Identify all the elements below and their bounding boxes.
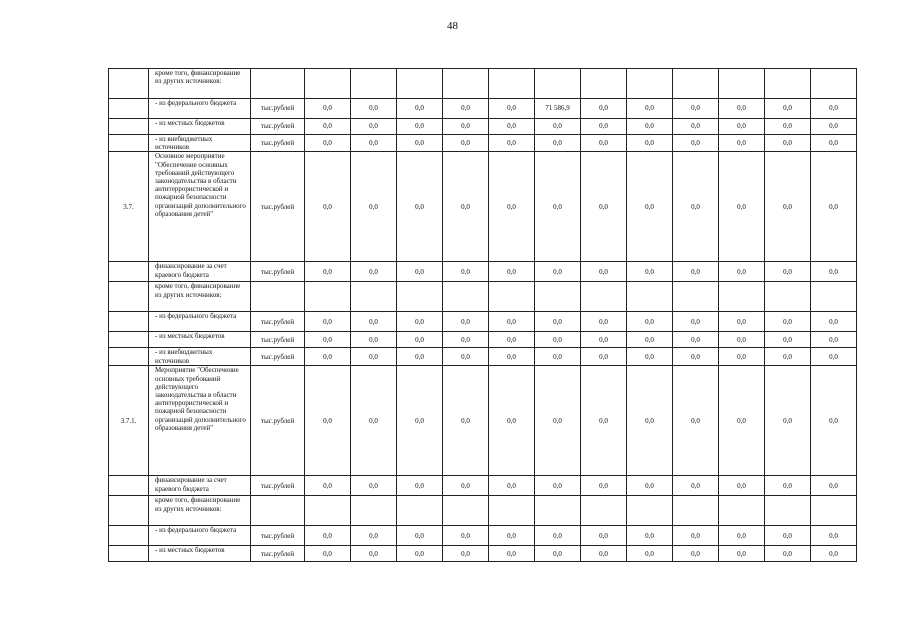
value-cell: 0,0: [397, 526, 443, 546]
row-number: [109, 99, 149, 119]
row-unit: тыс.рублей: [251, 119, 305, 135]
value-cell: 0,0: [535, 262, 581, 282]
value-cell: 0,0: [351, 312, 397, 332]
value-cell: 0,0: [489, 262, 535, 282]
value-cell: [719, 496, 765, 526]
value-cell: [581, 496, 627, 526]
value-cell: 0,0: [673, 546, 719, 562]
value-cell: 0,0: [581, 99, 627, 119]
row-number: [109, 135, 149, 152]
value-cell: 0,0: [351, 366, 397, 476]
value-cell: 0,0: [351, 262, 397, 282]
row-description: кроме того, финансирование из других источников:: [149, 496, 251, 526]
value-cell: [443, 496, 489, 526]
row-number: [109, 262, 149, 282]
value-cell: 0,0: [397, 312, 443, 332]
row-number: [109, 312, 149, 332]
table-row: [109, 135, 857, 152]
value-cell: 0,0: [535, 366, 581, 476]
value-cell: [811, 69, 857, 99]
value-cell: 0,0: [627, 312, 673, 332]
value-cell: 0,0: [627, 526, 673, 546]
row-unit: [251, 282, 305, 312]
value-cell: 0,0: [673, 119, 719, 135]
value-cell: 0,0: [719, 476, 765, 496]
row-number: [109, 69, 149, 99]
value-cell: 0,0: [719, 312, 765, 332]
value-cell: [489, 496, 535, 526]
table-row: [109, 496, 857, 526]
value-cell: 0,0: [351, 546, 397, 562]
value-cell: 0,0: [765, 119, 811, 135]
value-cell: 0,0: [535, 476, 581, 496]
row-description: - из федерального бюджета: [149, 312, 251, 332]
value-cell: 0,0: [581, 348, 627, 366]
value-cell: 0,0: [765, 526, 811, 546]
value-cell: 0,0: [581, 152, 627, 262]
row-unit: тыс.рублей: [251, 348, 305, 366]
value-cell: 0,0: [397, 476, 443, 496]
value-cell: 0,0: [397, 366, 443, 476]
row-description: финансирование за счет краевого бюджета: [149, 262, 251, 282]
value-cell: [535, 496, 581, 526]
value-cell: 0,0: [627, 476, 673, 496]
row-unit: тыс.рублей: [251, 332, 305, 348]
value-cell: 0,0: [765, 135, 811, 152]
value-cell: 0,0: [489, 152, 535, 262]
row-description: Основное мероприятие "Обеспечение основных требований действующего законодательства в области антитеррористической и пожарной безопасности организаций дополнительного образования детей": [149, 152, 251, 262]
value-cell: 0,0: [443, 135, 489, 152]
value-cell: 0,0: [719, 99, 765, 119]
value-cell: 0,0: [581, 366, 627, 476]
value-cell: 0,0: [489, 312, 535, 332]
value-cell: 71 586,9: [535, 99, 581, 119]
row-description: - из федерального бюджета: [149, 526, 251, 546]
value-cell: 0,0: [627, 546, 673, 562]
row-number: 3.7.1.: [109, 366, 149, 476]
value-cell: 0,0: [811, 262, 857, 282]
value-cell: 0,0: [811, 366, 857, 476]
value-cell: 0,0: [811, 152, 857, 262]
row-description: - из внебюджетных источников: [149, 348, 251, 366]
value-cell: 0,0: [719, 526, 765, 546]
table-row: [109, 152, 857, 262]
value-cell: 0,0: [489, 135, 535, 152]
value-cell: 0,0: [305, 526, 351, 546]
row-unit: [251, 496, 305, 526]
table-row: [109, 119, 857, 135]
value-cell: 0,0: [811, 119, 857, 135]
value-cell: 0,0: [535, 348, 581, 366]
row-unit: тыс.рублей: [251, 135, 305, 152]
row-number: [109, 282, 149, 312]
row-number: [109, 496, 149, 526]
value-cell: 0,0: [765, 152, 811, 262]
value-cell: 0,0: [719, 348, 765, 366]
value-cell: 0,0: [351, 526, 397, 546]
value-cell: 0,0: [811, 348, 857, 366]
value-cell: 0,0: [443, 348, 489, 366]
value-cell: 0,0: [535, 332, 581, 348]
value-cell: [811, 282, 857, 312]
row-description: кроме того, финансирование из других источников:: [149, 69, 251, 99]
value-cell: 0,0: [351, 119, 397, 135]
value-cell: 0,0: [397, 135, 443, 152]
value-cell: [351, 69, 397, 99]
value-cell: [397, 496, 443, 526]
value-cell: [765, 496, 811, 526]
row-unit: тыс.рублей: [251, 546, 305, 562]
value-cell: 0,0: [811, 476, 857, 496]
value-cell: 0,0: [581, 476, 627, 496]
value-cell: 0,0: [535, 119, 581, 135]
value-cell: 0,0: [305, 135, 351, 152]
value-cell: 0,0: [811, 332, 857, 348]
row-number: [109, 546, 149, 562]
value-cell: 0,0: [443, 546, 489, 562]
value-cell: [765, 69, 811, 99]
value-cell: 0,0: [719, 135, 765, 152]
value-cell: 0,0: [351, 135, 397, 152]
value-cell: 0,0: [535, 526, 581, 546]
value-cell: 0,0: [305, 119, 351, 135]
value-cell: 0,0: [673, 152, 719, 262]
value-cell: [489, 69, 535, 99]
value-cell: 0,0: [305, 366, 351, 476]
value-cell: 0,0: [719, 152, 765, 262]
row-description: Мероприятие "Обеспечение основных требований действующего законодательства в области антитеррористической и пожарной безопасности организаций дополнительного образования детей": [149, 366, 251, 476]
value-cell: 0,0: [489, 526, 535, 546]
value-cell: [627, 282, 673, 312]
value-cell: [673, 496, 719, 526]
value-cell: 0,0: [489, 99, 535, 119]
table-row: [109, 282, 857, 312]
value-cell: 0,0: [443, 119, 489, 135]
value-cell: [581, 282, 627, 312]
value-cell: 0,0: [673, 348, 719, 366]
value-cell: [627, 69, 673, 99]
value-cell: 0,0: [305, 262, 351, 282]
row-unit: тыс.рублей: [251, 312, 305, 332]
value-cell: 0,0: [305, 99, 351, 119]
table-row: [109, 348, 857, 366]
value-cell: [535, 69, 581, 99]
value-cell: 0,0: [811, 526, 857, 546]
value-cell: [811, 496, 857, 526]
value-cell: 0,0: [305, 152, 351, 262]
value-cell: [397, 282, 443, 312]
budget-table: [108, 68, 857, 562]
value-cell: 0,0: [397, 348, 443, 366]
value-cell: 0,0: [443, 99, 489, 119]
row-unit: тыс.рублей: [251, 476, 305, 496]
value-cell: 0,0: [719, 366, 765, 476]
value-cell: 0,0: [765, 546, 811, 562]
value-cell: 0,0: [719, 332, 765, 348]
value-cell: 0,0: [765, 99, 811, 119]
value-cell: [719, 282, 765, 312]
value-cell: 0,0: [581, 546, 627, 562]
value-cell: 0,0: [673, 366, 719, 476]
value-cell: [581, 69, 627, 99]
row-unit: тыс.рублей: [251, 526, 305, 546]
value-cell: 0,0: [627, 348, 673, 366]
row-description: - из внебюджетных источников: [149, 135, 251, 152]
row-description: кроме того, финансирование из других источников:: [149, 282, 251, 312]
row-description: - из местных бюджетов: [149, 119, 251, 135]
value-cell: 0,0: [673, 312, 719, 332]
table-row: [109, 99, 857, 119]
value-cell: 0,0: [489, 476, 535, 496]
value-cell: 0,0: [719, 262, 765, 282]
value-cell: 0,0: [397, 119, 443, 135]
value-cell: [673, 282, 719, 312]
value-cell: 0,0: [443, 366, 489, 476]
value-cell: [719, 69, 765, 99]
value-cell: 0,0: [397, 332, 443, 348]
value-cell: 0,0: [489, 332, 535, 348]
value-cell: 0,0: [397, 546, 443, 562]
value-cell: 0,0: [719, 546, 765, 562]
value-cell: 0,0: [397, 152, 443, 262]
value-cell: [305, 282, 351, 312]
value-cell: 0,0: [673, 262, 719, 282]
value-cell: 0,0: [535, 546, 581, 562]
value-cell: 0,0: [765, 262, 811, 282]
value-cell: 0,0: [305, 348, 351, 366]
value-cell: 0,0: [673, 135, 719, 152]
value-cell: 0,0: [443, 152, 489, 262]
value-cell: 0,0: [627, 262, 673, 282]
value-cell: [305, 496, 351, 526]
value-cell: 0,0: [305, 476, 351, 496]
value-cell: 0,0: [443, 526, 489, 546]
table-row: [109, 546, 857, 562]
value-cell: 0,0: [351, 348, 397, 366]
value-cell: 0,0: [397, 262, 443, 282]
row-description: - из местных бюджетов: [149, 546, 251, 562]
table-row: [109, 476, 857, 496]
row-unit: тыс.рублей: [251, 99, 305, 119]
value-cell: 0,0: [811, 99, 857, 119]
value-cell: 0,0: [765, 348, 811, 366]
page-number: 48: [447, 20, 458, 32]
value-cell: 0,0: [627, 332, 673, 348]
value-cell: [443, 69, 489, 99]
value-cell: [627, 496, 673, 526]
table-row: [109, 332, 857, 348]
value-cell: 0,0: [443, 312, 489, 332]
table-row: [109, 69, 857, 99]
value-cell: 0,0: [351, 332, 397, 348]
row-number: [109, 526, 149, 546]
row-description: финансирование за счет краевого бюджета: [149, 476, 251, 496]
value-cell: 0,0: [627, 119, 673, 135]
row-number: [109, 348, 149, 366]
row-number: [109, 332, 149, 348]
value-cell: 0,0: [351, 99, 397, 119]
value-cell: 0,0: [765, 312, 811, 332]
value-cell: 0,0: [581, 119, 627, 135]
value-cell: 0,0: [443, 332, 489, 348]
value-cell: 0,0: [489, 119, 535, 135]
table-row: [109, 366, 857, 476]
value-cell: 0,0: [581, 262, 627, 282]
value-cell: 0,0: [535, 135, 581, 152]
value-cell: [489, 282, 535, 312]
value-cell: 0,0: [811, 312, 857, 332]
value-cell: 0,0: [627, 135, 673, 152]
value-cell: 0,0: [443, 262, 489, 282]
value-cell: [351, 496, 397, 526]
row-number: 3.7.: [109, 152, 149, 262]
value-cell: 0,0: [581, 332, 627, 348]
value-cell: 0,0: [535, 312, 581, 332]
value-cell: 0,0: [627, 366, 673, 476]
value-cell: 0,0: [765, 366, 811, 476]
value-cell: 0,0: [673, 99, 719, 119]
value-cell: 0,0: [443, 476, 489, 496]
row-description: - из местных бюджетов: [149, 332, 251, 348]
row-unit: [251, 69, 305, 99]
value-cell: 0,0: [305, 312, 351, 332]
row-number: [109, 119, 149, 135]
value-cell: [765, 282, 811, 312]
value-cell: [535, 282, 581, 312]
value-cell: 0,0: [535, 152, 581, 262]
table-row: [109, 262, 857, 282]
value-cell: 0,0: [581, 135, 627, 152]
table-row: [109, 526, 857, 546]
value-cell: 0,0: [627, 99, 673, 119]
value-cell: 0,0: [811, 135, 857, 152]
value-cell: 0,0: [719, 119, 765, 135]
value-cell: 0,0: [489, 348, 535, 366]
value-cell: 0,0: [489, 546, 535, 562]
row-description: - из федерального бюджета: [149, 99, 251, 119]
value-cell: [397, 69, 443, 99]
value-cell: 0,0: [489, 366, 535, 476]
value-cell: [443, 282, 489, 312]
value-cell: 0,0: [305, 332, 351, 348]
row-number: [109, 476, 149, 496]
value-cell: 0,0: [305, 546, 351, 562]
value-cell: 0,0: [765, 476, 811, 496]
value-cell: 0,0: [765, 332, 811, 348]
value-cell: 0,0: [351, 152, 397, 262]
value-cell: [673, 69, 719, 99]
value-cell: 0,0: [673, 476, 719, 496]
row-unit: тыс.рублей: [251, 262, 305, 282]
value-cell: 0,0: [581, 312, 627, 332]
row-unit: тыс.рублей: [251, 366, 305, 476]
value-cell: 0,0: [581, 526, 627, 546]
row-unit: тыс.рублей: [251, 152, 305, 262]
value-cell: [305, 69, 351, 99]
value-cell: 0,0: [811, 546, 857, 562]
value-cell: 0,0: [673, 332, 719, 348]
value-cell: 0,0: [627, 152, 673, 262]
value-cell: 0,0: [351, 476, 397, 496]
value-cell: [351, 282, 397, 312]
value-cell: 0,0: [397, 99, 443, 119]
table-row: [109, 312, 857, 332]
value-cell: 0,0: [673, 526, 719, 546]
